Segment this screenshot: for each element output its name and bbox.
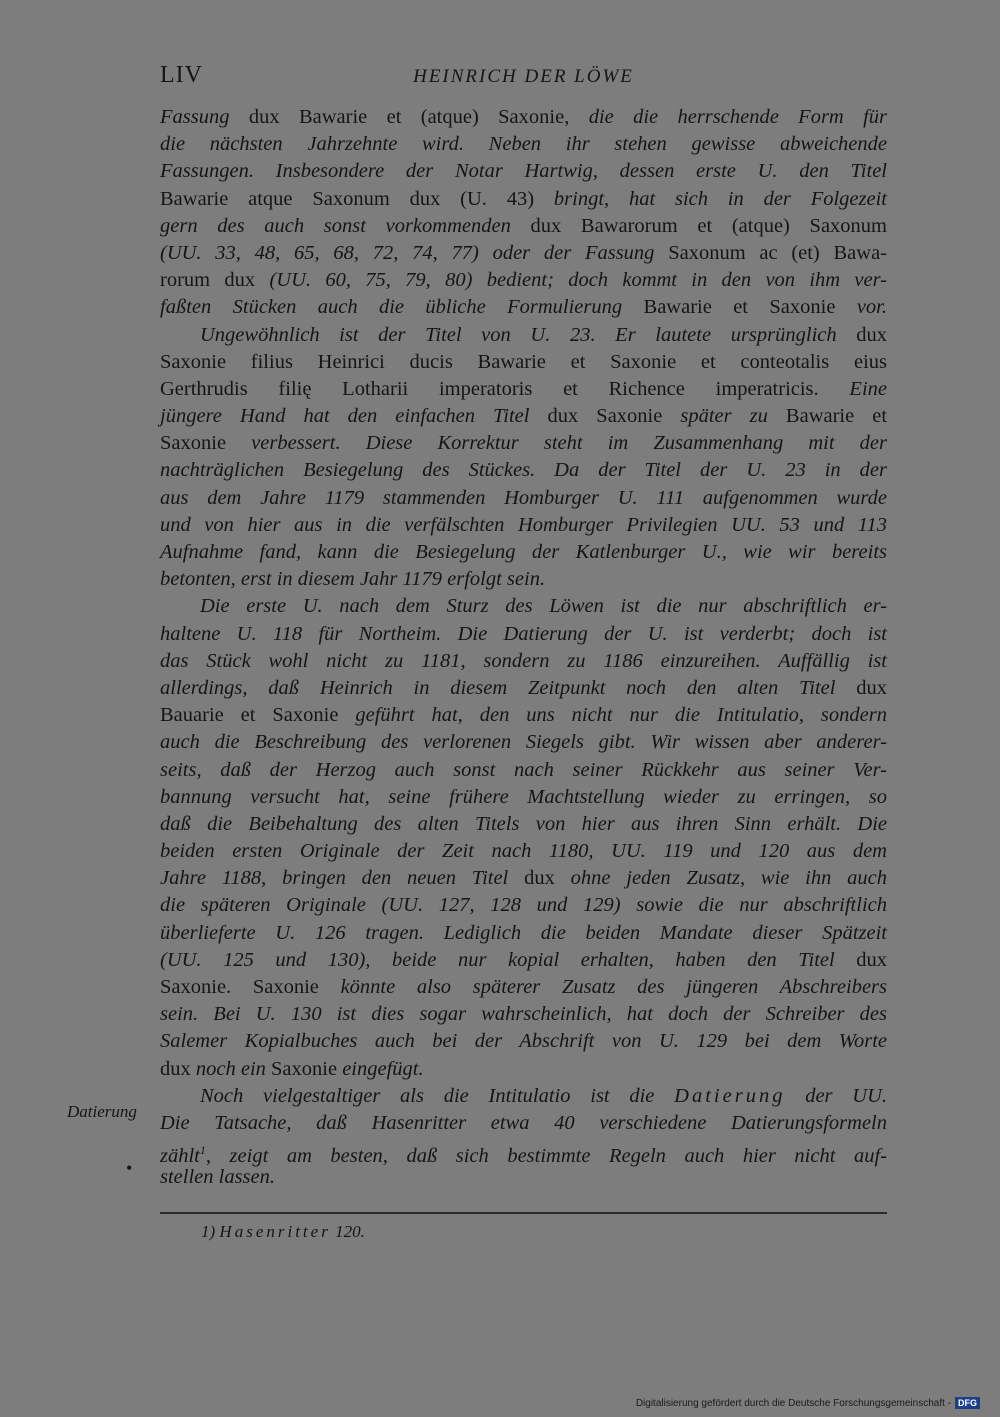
text-line: betonten, erst in diesem Jahr 1179 erfolgt sein. (160, 568, 546, 591)
footnote-ref: 1 (199, 1143, 206, 1158)
text-line: und von hier aus in die verfälschten Homburger Privilegien UU. 53 und 113 (160, 513, 887, 536)
text-line: Gerthrudis filię Lotharii imperatoris et Richence imperatricis. Eine (160, 377, 887, 400)
text-line: faßten Stücken auch die übliche Formulierung Bawarie et Saxonie vor. (160, 296, 888, 319)
text-line: Noch vielgestaltiger als die Intitulatio ist die Datierung der UU. (200, 1084, 888, 1107)
text-line: Bauarie et Saxonie geführt hat, den uns nicht nur die Intitulatio, sondern (160, 704, 887, 727)
text-line: Fassung dux Bawarie et (atque) Saxonie, die die herrschende Form für (160, 106, 888, 128)
text-line: rorum dux (UU. 60, 75, 79, 80) bedient; doch kommt in den von ihm ver- (160, 269, 887, 292)
text-line: aus dem Jahre 1179 stammenden Homburger U. 111 aufgenommen wurde (160, 486, 887, 509)
text-line: Die Tatsache, daß Hasenritter etwa 40 verschiedene Datierungsformeln (160, 1111, 887, 1134)
footnote (201, 1222, 365, 1242)
text-line: das Stück wohl nicht zu 1181, sondern zu 1186 einzureihen. Auffällig ist (160, 649, 887, 672)
text-line: Jahre 1188, bringen den neuen Titel dux ohne jeden Zusatz, wie ihn auch (160, 867, 888, 890)
text-line: beiden ersten Originale der Zeit nach 1180, UU. 119 und 120 aus dem (160, 840, 887, 863)
text-line: daß die Beibehaltung des alten Titels von hier aus ihren Sinn erhält. Die (160, 812, 887, 835)
text-line: Saxonie verbessert. Diese Korrektur steht im Zusammenhang mit der (160, 432, 887, 455)
text-line: Saxonie. Saxonie könnte also späterer Zusatz des jüngeren Abschreibers (160, 976, 887, 998)
text-line: Ungewöhnlich ist der Titel von U. 23. Er lautete ursprünglich dux (200, 323, 887, 346)
page-number: LIV (160, 62, 203, 88)
text-line: bannung versucht hat, seine frühere Machtstellung wieder zu erringen, so (160, 785, 887, 808)
text-line: die nächsten Jahrzehnte wird. Neben ihr stehen gewisse abweichende (160, 133, 887, 156)
text-line: auch die Beschreibung des verlorenen Siegels gibt. Wir wissen aber anderer- (160, 731, 887, 754)
text-line: stellen lassen. (160, 1166, 276, 1189)
footnote-divider (160, 1212, 887, 1214)
footnote-page: 120. (335, 1222, 365, 1241)
text-line: (UU. 33, 48, 65, 68, 72, 74, 77) oder der Fassung Saxonum ac (et) Bawa- (160, 241, 888, 264)
text-line: dux noch ein Saxonie eingefügt. (160, 1057, 424, 1080)
text-line: Die erste U. nach dem Sturz des Löwen ist die nur abschriftlich er- (200, 595, 887, 618)
dfg-logo: DFG (955, 1397, 980, 1409)
running-title: HEINRICH DER LÖWE (413, 66, 634, 87)
digitization-credit (636, 1397, 980, 1409)
text-line: haltene U. 118 für Northeim. Die Datierung der U. ist verderbt; doch ist (160, 622, 887, 645)
footnote-author: Hasenritter (219, 1222, 331, 1241)
text-line: jüngere Hand hat den einfachen Titel dux Saxonie später zu Bawarie et (160, 405, 888, 428)
margin-note: Datierung (67, 1102, 137, 1121)
text-line: Saxonie filius Heinrici ducis Bawarie et Saxonie et conteotalis eius (160, 350, 887, 373)
margin-dot: • (126, 1158, 133, 1178)
text-line: seits, daß der Herzog auch sonst nach seiner Rückkehr aus seiner Ver- (160, 758, 887, 781)
text-line: allerdings, daß Heinrich in diesem Zeitpunkt noch den alten Titel dux (160, 676, 888, 699)
text-line: Bawarie atque Saxonum dux (U. 43) bringt, hat sich in der Folgezeit (160, 187, 887, 210)
footnote-number: 1) (201, 1222, 216, 1241)
page-header (160, 62, 887, 96)
main-text (160, 104, 887, 1192)
text-line: überlieferte U. 126 tragen. Lediglich die beiden Mandate dieser Spätzeit (160, 921, 887, 944)
text-line: Fassungen. Insbesondere der Notar Hartwig, dessen erste U. den Titel (160, 160, 887, 183)
text-line: zählt$^1$, zeigt am besten, daß sich bestimmte Regeln auch hier nicht auf- (160, 1143, 887, 1167)
text-line: (UU. 125 und 130), beide nur kopial erhalten, haben den Titel dux (160, 948, 887, 971)
text-line: die späteren Originale (UU. 127, 128 und 129) sowie die nur abschriftlich (160, 894, 887, 917)
text-line: sein. Bei U. 130 ist dies sogar wahrscheinlich, hat doch der Schreiber des (160, 1003, 887, 1026)
text-line: nachträglichen Besiegelung des Stückes. Da der Titel der U. 23 in der (160, 459, 887, 482)
text-line: gern des auch sonst vorkommenden dux Bawarorum et (atque) Saxonum (160, 214, 887, 237)
credit-text: Digitalisierung gefördert durch die Deutsche Forschungsgemeinschaft - (635, 1397, 951, 1409)
text-line: Aufnahme fand, kann die Besiegelung der Katlenburger U., wie wir bereits (160, 541, 887, 563)
text-line: Salemer Kopialbuches auch bei der Abschrift von U. 129 bei dem Worte (160, 1030, 887, 1053)
